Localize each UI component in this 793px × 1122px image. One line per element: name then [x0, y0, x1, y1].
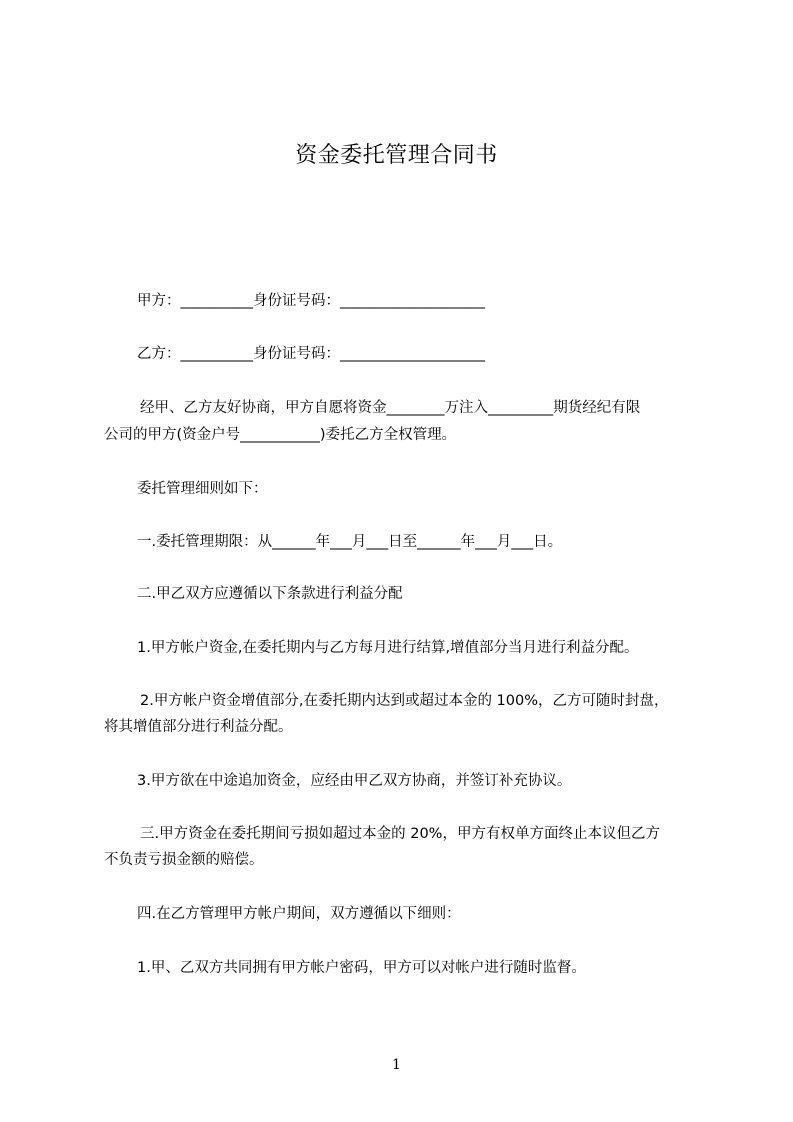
intro-paragraph-line-1: 经甲、乙方友好协商，甲方自愿将资金________万注入_________期货经纪有限: [140, 400, 641, 416]
clause-2-item-3: 3.甲方欲在中途追加资金，应经由甲乙双方协商，并签订补充协议。: [137, 773, 572, 789]
page-number: 1: [392, 1057, 401, 1073]
clause-1-term: 一.委托管理期限：从______年___月___日至______年___月___日。: [137, 534, 563, 550]
clause-4-heading: 四.在乙方管理甲方帐户期间，双方遵循以下细则：: [137, 906, 461, 922]
party-a-line: 甲方：__________身份证号码：____________________: [137, 293, 485, 309]
intro-paragraph-line-2: 公司的甲方(资金户号___________)委托乙方全权管理。: [104, 427, 457, 443]
clause-2-heading: 二.甲乙双方应遵循以下条款进行利益分配: [137, 586, 403, 602]
clause-2-item-1: 1.甲方帐户资金,在委托期内与乙方每月进行结算,增值部分当月进行利益分配。: [137, 640, 639, 656]
rules-heading: 委托管理细则如下：: [137, 481, 268, 497]
clause-2-item-2-line-1: 2.甲方帐户资金增值部分,在委托期内达到或超过本金的 100%，乙方可随时封盘，: [140, 693, 669, 709]
clause-3-line-2: 不负责亏损金额的赔偿。: [104, 852, 264, 868]
document-title: 资金委托管理合同书: [295, 143, 498, 168]
clause-2-item-2-line-2: 将其增值部分进行利益分配。: [104, 719, 293, 735]
party-b-line: 乙方：__________身份证号码：____________________: [137, 346, 485, 362]
clause-4-item-1: 1.甲、乙双方共同拥有甲方帐户密码，甲方可以对帐户进行随时监督。: [137, 960, 586, 976]
clause-3-line-1: 三.甲方资金在委托期间亏损如超过本金的 20%，甲方有权单方面终止本议但乙方: [140, 826, 660, 842]
